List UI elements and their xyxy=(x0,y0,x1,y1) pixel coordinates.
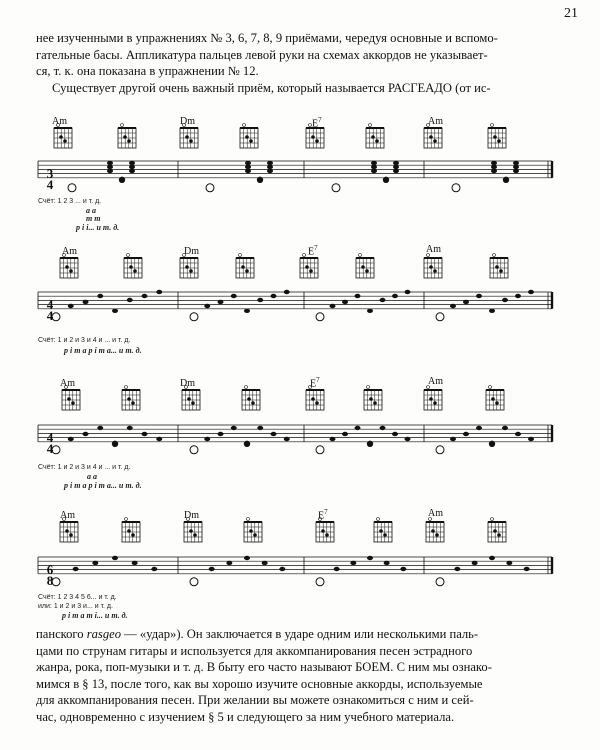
bass-note xyxy=(489,441,495,447)
count-label: Счёт: xyxy=(38,198,56,205)
melody-note xyxy=(257,426,263,430)
melody-note xyxy=(226,561,232,565)
text-line xyxy=(36,626,558,643)
chord-dot xyxy=(325,533,329,537)
chord-dot xyxy=(241,265,245,269)
melody-note xyxy=(68,304,74,308)
chord-dot xyxy=(193,533,197,537)
chord-note xyxy=(393,165,399,169)
chord-dot xyxy=(305,265,309,269)
bass-note xyxy=(190,446,198,454)
chord-dot xyxy=(131,401,135,405)
melody-note xyxy=(450,304,456,308)
melody-note xyxy=(489,556,495,560)
melody-note xyxy=(502,426,508,430)
melody-note xyxy=(463,432,469,436)
chord-note xyxy=(107,161,113,165)
bass-note xyxy=(244,441,250,447)
count-label: Счёт: xyxy=(38,337,56,344)
melody-note xyxy=(472,561,478,565)
chord-dot xyxy=(383,533,387,537)
time-sig-bottom: 8 xyxy=(46,573,54,588)
melody-note xyxy=(151,567,157,571)
bass-note xyxy=(316,313,324,321)
melody-note xyxy=(262,561,268,565)
open-string-mark xyxy=(427,386,430,389)
chord-dot xyxy=(429,135,433,139)
count-label: или: xyxy=(38,603,52,610)
melody-note xyxy=(392,432,398,436)
bass-note xyxy=(503,177,509,183)
chord-label-am: Am xyxy=(62,246,77,257)
melody-note xyxy=(463,300,469,304)
text-fragment: панского xyxy=(36,627,87,641)
chord-superscript: 7 xyxy=(318,116,322,124)
chord-dot xyxy=(245,269,249,273)
melody-note xyxy=(231,426,237,430)
text-line: нее изученными в упражнениях № 3, 6, 7, 8, 9 приёмами, чередуя основные и вспомо- xyxy=(36,31,498,45)
melody-note xyxy=(367,309,373,313)
open-string-mark xyxy=(303,254,306,257)
chord-dot xyxy=(127,397,131,401)
bass-note xyxy=(332,184,340,192)
bass-note xyxy=(316,578,324,586)
chord-dot xyxy=(497,139,501,143)
melody-note xyxy=(284,437,290,441)
melody-note xyxy=(92,561,98,565)
melody-note xyxy=(380,426,386,430)
open-string-mark xyxy=(309,124,312,127)
text-line: мимся в § 13, после того, как вы хорошо изучите основные аккорды, используемые xyxy=(36,676,483,691)
bass-note xyxy=(52,446,60,454)
chord-dot xyxy=(69,533,73,537)
open-string-mark xyxy=(359,254,362,257)
chord-dot xyxy=(59,135,63,139)
finger-row: p i m a p i m a... и т. д. xyxy=(64,481,142,490)
time-sig-top: 6 xyxy=(46,562,54,577)
chord-dot xyxy=(433,139,437,143)
melody-note xyxy=(342,300,348,304)
chord-dot xyxy=(499,269,503,273)
chord-dot xyxy=(375,139,379,143)
page-number: 21 xyxy=(564,6,578,21)
open-string-mark xyxy=(183,124,186,127)
chord-dot xyxy=(127,529,131,533)
chord-dot xyxy=(245,135,249,139)
bass-note xyxy=(383,177,389,183)
melody-note xyxy=(330,304,336,308)
chord-note xyxy=(107,165,113,169)
chord-note xyxy=(371,165,377,169)
chord-dot xyxy=(497,533,501,537)
chord-dot xyxy=(315,139,319,143)
open-string-mark xyxy=(319,518,322,521)
chord-dot xyxy=(247,397,251,401)
chord-label-am: Am xyxy=(60,510,75,521)
melody-note xyxy=(330,437,336,441)
melody-note xyxy=(524,567,530,571)
chord-dot xyxy=(435,533,439,537)
melody-note xyxy=(218,432,224,436)
melody-note xyxy=(271,432,277,436)
bass-note xyxy=(436,446,444,454)
bass-note xyxy=(52,313,60,321)
chord-dot xyxy=(311,397,315,401)
melody-note xyxy=(156,437,162,441)
chord-dot xyxy=(71,401,75,405)
chord-label-dm: Dm xyxy=(184,246,199,257)
bass-note xyxy=(367,441,373,447)
bottom-paragraph xyxy=(36,626,558,726)
open-string-mark xyxy=(377,518,380,521)
chord-dot xyxy=(249,529,253,533)
chord-label-dm: Dm xyxy=(180,116,195,127)
chord-dot xyxy=(321,529,325,533)
melody-note xyxy=(97,426,103,430)
chord-dot xyxy=(63,139,67,143)
melody-note xyxy=(350,561,356,565)
chord-label-dm: Dm xyxy=(184,510,199,521)
bass-note xyxy=(190,313,198,321)
open-string-mark xyxy=(65,386,68,389)
chord-dot xyxy=(495,401,499,405)
melody-note xyxy=(257,298,263,302)
melody-note xyxy=(204,437,210,441)
open-string-mark xyxy=(63,254,66,257)
finger-row: p i m a m i... и т. д. xyxy=(62,611,128,620)
melody-note xyxy=(392,294,398,298)
open-string-mark xyxy=(367,386,370,389)
open-string-mark xyxy=(243,124,246,127)
chord-name: E xyxy=(310,378,317,390)
melody-note xyxy=(271,294,277,298)
open-string-mark xyxy=(125,518,128,521)
melody-note xyxy=(355,426,361,430)
melody-note xyxy=(342,432,348,436)
chord-note xyxy=(491,169,497,173)
melody-note xyxy=(244,309,250,313)
chord-note xyxy=(245,161,251,165)
melody-note xyxy=(112,309,118,313)
chord-dot xyxy=(187,397,191,401)
chord-superscript: 7 xyxy=(314,244,318,252)
melody-note xyxy=(112,556,118,560)
count-values: 1 и 2 и 3 и... и т. д. xyxy=(53,603,113,610)
chord-label-am: Am xyxy=(60,378,75,389)
melody-note xyxy=(209,567,215,571)
open-string-mark xyxy=(309,386,312,389)
chord-dot xyxy=(189,139,193,143)
chord-note xyxy=(393,169,399,173)
open-string-mark xyxy=(491,518,494,521)
chord-dot xyxy=(189,529,193,533)
chord-dot xyxy=(369,397,373,401)
melody-note xyxy=(279,567,285,571)
chord-superscript: 7 xyxy=(324,508,328,516)
melody-note xyxy=(405,437,411,441)
chord-superscript: 7 xyxy=(316,376,320,384)
chord-dot xyxy=(379,529,383,533)
finger-row: m m xyxy=(86,214,101,223)
open-string-mark xyxy=(239,254,242,257)
chord-note xyxy=(491,165,497,169)
chord-label-am: Am xyxy=(428,376,443,387)
chord-note xyxy=(129,161,135,165)
chord-dot xyxy=(429,397,433,401)
chord-note xyxy=(371,161,377,165)
chord-dot xyxy=(493,135,497,139)
melody-note xyxy=(450,437,456,441)
chord-label-am: Am xyxy=(428,508,443,519)
melody-note xyxy=(284,290,290,294)
chord-dot xyxy=(365,269,369,273)
open-string-mark xyxy=(427,254,430,257)
melody-note xyxy=(156,290,162,294)
chord-dot xyxy=(491,397,495,401)
chord-dot xyxy=(185,265,189,269)
chord-note xyxy=(371,169,377,173)
finger-row: p i m a p i m a... и т. д. xyxy=(64,346,142,355)
time-sig-top: 4 xyxy=(46,430,54,445)
melody-note xyxy=(218,300,224,304)
bass-note xyxy=(206,184,214,192)
chord-dot xyxy=(433,269,437,273)
bass-note xyxy=(452,184,460,192)
finger-row: p i i... и т. д. xyxy=(76,223,120,232)
open-string-mark xyxy=(491,124,494,127)
open-string-mark xyxy=(125,386,128,389)
melody-note xyxy=(367,556,373,560)
open-string-mark xyxy=(63,518,66,521)
chord-note xyxy=(393,161,399,165)
melody-note xyxy=(355,294,361,298)
chord-dot xyxy=(253,533,257,537)
open-string-mark xyxy=(127,254,130,257)
time-sig-bottom: 4 xyxy=(46,177,54,192)
bass-note xyxy=(112,441,118,447)
chord-note xyxy=(267,161,273,165)
melody-note xyxy=(489,309,495,313)
melody-note xyxy=(476,294,482,298)
melody-note xyxy=(384,561,390,565)
text-line: ся, т. к. она показана в упражнении № 12. xyxy=(36,64,259,79)
time-sig-bottom: 4 xyxy=(46,441,54,456)
bass-note xyxy=(316,446,324,454)
melody-note xyxy=(127,426,133,430)
chord-dot xyxy=(495,265,499,269)
count-values: 1 2 3 ... и т. д. xyxy=(57,198,102,205)
chord-dot xyxy=(433,401,437,405)
text-line: цами по струнам гитары и используется для аккомпанирования песен эстрадного xyxy=(36,643,473,658)
bass-note xyxy=(436,578,444,586)
melody-note xyxy=(454,567,460,571)
melody-note xyxy=(528,437,534,441)
text-line: жанра, рока, поп-музыки и т. д. В быту его часто называют БОЕМ. С ним мы ознако- xyxy=(36,660,492,675)
open-string-mark xyxy=(187,518,190,521)
chord-dot xyxy=(129,265,133,269)
melody-note xyxy=(515,432,521,436)
text-line: гательные басы. Аппликатура пальцев левой руки на схемах аккордов не указывает- xyxy=(36,47,488,62)
time-sig-top: 3 xyxy=(46,166,54,181)
melody-note xyxy=(132,561,138,565)
chord-label-am: Am xyxy=(426,244,441,255)
chord-note xyxy=(513,165,519,169)
melody-note xyxy=(231,294,237,298)
chord-note xyxy=(107,169,113,173)
open-string-mark xyxy=(429,518,432,521)
chord-dot xyxy=(185,135,189,139)
open-string-mark xyxy=(57,124,60,127)
melody-note xyxy=(142,294,148,298)
open-string-mark xyxy=(489,386,492,389)
bass-note xyxy=(52,578,60,586)
bass-note xyxy=(68,184,76,192)
open-string-mark xyxy=(245,386,248,389)
melody-note xyxy=(405,290,411,294)
chord-note xyxy=(129,169,135,173)
chord-dot xyxy=(251,401,255,405)
open-string-mark xyxy=(493,254,496,257)
chord-dot xyxy=(431,529,435,533)
chord-dot xyxy=(249,139,253,143)
chord-dot xyxy=(311,135,315,139)
chord-dot xyxy=(315,401,319,405)
text-line: час, одновременно с изучением § 5 и следующего за ним учебного материала. xyxy=(36,709,455,724)
count-label: Счёт: xyxy=(38,464,56,471)
chord-dot xyxy=(69,269,73,273)
chord-dot xyxy=(361,265,365,269)
open-string-mark xyxy=(185,386,188,389)
bass-note xyxy=(190,578,198,586)
chord-dot xyxy=(123,135,127,139)
count-values: 1 2 3 4 5 6... и т. д. xyxy=(57,594,117,601)
melody-note xyxy=(400,567,406,571)
melody-note xyxy=(83,300,89,304)
count-values: 1 и 2 и 3 и 4 и ... и т. д. xyxy=(57,464,131,471)
chord-dot xyxy=(429,265,433,269)
melody-note xyxy=(334,567,340,571)
melody-note xyxy=(380,298,386,302)
chord-dot xyxy=(373,401,377,405)
chord-note xyxy=(513,161,519,165)
chord-dot xyxy=(189,269,193,273)
open-string-mark xyxy=(247,518,250,521)
melody-note xyxy=(73,567,79,571)
melody-note xyxy=(68,437,74,441)
finger-row: a a xyxy=(87,472,97,481)
chord-note xyxy=(267,169,273,173)
chord-dot xyxy=(309,269,313,273)
chord-dot xyxy=(65,529,69,533)
count-label: Счёт: xyxy=(38,594,56,601)
melody-note xyxy=(127,298,133,302)
open-string-mark xyxy=(183,254,186,257)
time-sig-bottom: 4 xyxy=(46,308,54,323)
chord-name: E xyxy=(312,118,319,130)
melody-note xyxy=(502,298,508,302)
melody-note xyxy=(515,294,521,298)
melody-note xyxy=(83,432,89,436)
text-line: для аккомпанирования песен. При желании вы можете ознакомиться с ним и сей- xyxy=(36,693,474,708)
chord-dot xyxy=(133,269,137,273)
time-sig-top: 4 xyxy=(46,297,54,312)
bass-note xyxy=(436,313,444,321)
open-string-mark xyxy=(427,124,430,127)
bass-note xyxy=(257,177,263,183)
chord-note xyxy=(129,165,135,169)
chord-dot xyxy=(65,265,69,269)
chord-note xyxy=(513,169,519,173)
bass-note xyxy=(119,177,125,183)
chord-note xyxy=(267,165,273,169)
chord-dot xyxy=(493,529,497,533)
finger-row: a a xyxy=(86,206,96,215)
melody-note xyxy=(142,432,148,436)
open-string-mark xyxy=(121,124,124,127)
text-line: Существует другой очень важный приём, который называется РАСГЕАДО (от ис- xyxy=(52,80,491,95)
melody-note xyxy=(204,304,210,308)
chord-note xyxy=(491,161,497,165)
melody-note xyxy=(97,294,103,298)
text-fragment: — «удар»). Он заключается в ударе одним или несколькими паль- xyxy=(121,627,479,641)
count-values: 1 и 2 и 3 и 4 и ... и т. д. xyxy=(57,337,131,344)
foreign-word: rasgeo xyxy=(86,627,122,641)
open-string-mark xyxy=(369,124,372,127)
chord-dot xyxy=(371,135,375,139)
chord-note xyxy=(245,169,251,173)
melody-note xyxy=(528,290,534,294)
melody-note xyxy=(476,426,482,430)
melody-note xyxy=(506,561,512,565)
chord-note xyxy=(245,165,251,169)
chord-dot xyxy=(67,397,71,401)
chord-name: E xyxy=(318,510,325,522)
chord-label-am: Am xyxy=(52,116,67,127)
chord-dot xyxy=(131,533,135,537)
melody-note xyxy=(244,556,250,560)
chord-label-am: Am xyxy=(428,116,443,127)
chord-name: E xyxy=(308,246,315,258)
chord-label-dm: Dm xyxy=(180,378,195,389)
chord-dot xyxy=(127,139,131,143)
chord-dot xyxy=(191,401,195,405)
